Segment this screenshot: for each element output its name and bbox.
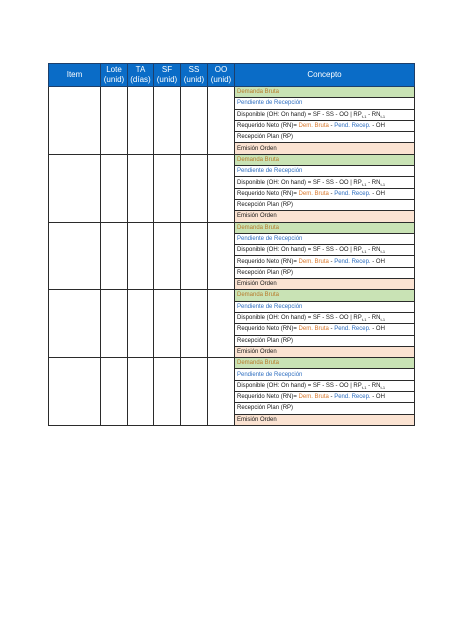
table-body: [49, 87, 415, 426]
header-concepto: Concepto: [235, 64, 415, 87]
concept-disponible: [235, 109, 415, 120]
item-cell[interactable]: [49, 87, 101, 155]
disponible-sub1: t-1: [361, 317, 367, 323]
concept-pendiente: Pendiente de Recepción: [235, 369, 415, 380]
concept-disponible: [235, 245, 415, 256]
ta-cell[interactable]: [128, 87, 154, 155]
header-ss-line2: (unid): [183, 75, 205, 84]
concept-disponible: [235, 380, 415, 391]
concept-recepcion: Recepción Plan (RP): [235, 267, 415, 278]
header-oo-line1: OO: [214, 65, 228, 74]
disponible-prefix: Disponible (OH: On hand) = SF - SS - OO | RP: [237, 179, 362, 186]
ss-cell[interactable]: [181, 290, 208, 358]
disponible-sub1: t-1: [361, 113, 367, 119]
requerido-suffix: - OH: [370, 190, 385, 197]
requerido-pend: Pend. Recep.: [334, 123, 371, 130]
concept-pendiente: Pendiente de Recepción: [235, 233, 415, 244]
requerido-prefix: Requerido Neto (RN)=: [237, 326, 299, 333]
header-lote-line2: (unid): [103, 75, 125, 84]
concept-recepcion: Recepción Plan (RP): [235, 403, 415, 414]
disponible-sub1: t-1: [361, 385, 367, 391]
sf-cell[interactable]: [154, 290, 181, 358]
concept-emision: Emisión Orden: [235, 279, 415, 290]
table-row: [49, 154, 415, 165]
ss-cell[interactable]: [181, 154, 208, 222]
requerido-dem: Dem. Bruta: [298, 123, 329, 130]
header-ss: [181, 64, 208, 87]
requerido-pend: Pend. Recep.: [334, 394, 371, 401]
table-row: [49, 290, 415, 301]
requerido-suffix: - OH: [370, 326, 385, 333]
requerido-dem: Dem. Bruta: [298, 190, 329, 197]
requerido-prefix: Requerido Neto (RN)=: [237, 190, 299, 197]
header-oo-line2: (unid): [210, 75, 232, 84]
requerido-prefix: Requerido Neto (RN)=: [237, 258, 299, 265]
requerido-prefix: Requerido Neto (RN)=: [237, 394, 299, 401]
requerido-pend: Pend. Recep.: [334, 326, 371, 333]
concept-requerido: [235, 324, 415, 335]
requerido-suffix: - OH: [370, 394, 385, 401]
disponible-sub2: t-1: [380, 181, 386, 187]
requerido-suffix: - OH: [370, 123, 385, 130]
concept-demanda: Demanda Bruta: [235, 154, 415, 165]
ss-cell[interactable]: [181, 358, 208, 426]
disponible-sub2: t-1: [380, 113, 386, 119]
requerido-sep: -: [328, 123, 335, 130]
disponible-sub2: t-1: [380, 385, 386, 391]
oo-cell[interactable]: [208, 87, 235, 155]
header-ta-line1: TA: [135, 65, 146, 74]
concept-requerido: [235, 188, 415, 199]
concept-emision: Emisión Orden: [235, 211, 415, 222]
lote-cell[interactable]: [101, 358, 128, 426]
concept-emision: Emisión Orden: [235, 346, 415, 357]
concept-emision: Emisión Orden: [235, 143, 415, 154]
disponible-prefix: Disponible (OH: On hand) = SF - SS - OO | RP: [237, 315, 362, 322]
lote-cell[interactable]: [101, 290, 128, 358]
concept-emision: Emisión Orden: [235, 414, 415, 425]
disponible-mid: - RN: [366, 382, 381, 389]
ta-cell[interactable]: [128, 154, 154, 222]
concept-pendiente: Pendiente de Recepción: [235, 301, 415, 312]
disponible-prefix: Disponible (OH: On hand) = SF - SS - OO | RP: [237, 247, 362, 254]
requerido-sep: -: [328, 326, 335, 333]
disponible-mid: - RN: [366, 111, 381, 118]
requerido-dem: Dem. Bruta: [298, 258, 329, 265]
requerido-prefix: Requerido Neto (RN)=: [237, 123, 299, 130]
table-row: [49, 358, 415, 369]
concept-requerido: [235, 392, 415, 403]
concept-demanda: Demanda Bruta: [235, 358, 415, 369]
oo-cell[interactable]: [208, 290, 235, 358]
requerido-dem: Dem. Bruta: [298, 326, 329, 333]
oo-cell[interactable]: [208, 154, 235, 222]
item-cell[interactable]: [49, 222, 101, 290]
requerido-sep: -: [328, 190, 335, 197]
sf-cell[interactable]: [154, 87, 181, 155]
concept-requerido: [235, 256, 415, 267]
header-item: Item: [49, 64, 101, 87]
disponible-mid: - RN: [366, 247, 381, 254]
concept-recepcion: Recepción Plan (RP): [235, 132, 415, 143]
sf-cell[interactable]: [154, 222, 181, 290]
table-row: [49, 222, 415, 233]
concept-recepcion: Recepción Plan (RP): [235, 335, 415, 346]
disponible-sub2: t-1: [380, 249, 386, 255]
concept-disponible: [235, 312, 415, 323]
concept-recepcion: Recepción Plan (RP): [235, 199, 415, 210]
disponible-sub1: t-1: [361, 181, 367, 187]
header-lote-line1: Lote: [106, 65, 122, 74]
lote-cell[interactable]: [101, 222, 128, 290]
concept-demanda: Demanda Bruta: [235, 222, 415, 233]
concept-pendiente: Pendiente de Recepción: [235, 166, 415, 177]
header-ta-line2: (días): [130, 75, 151, 84]
item-cell[interactable]: [49, 358, 101, 426]
concept-pendiente: Pendiente de Recepción: [235, 98, 415, 109]
ta-cell[interactable]: [128, 222, 154, 290]
header-sf: [154, 64, 181, 87]
lote-cell[interactable]: [101, 87, 128, 155]
requerido-pend: Pend. Recep.: [334, 190, 371, 197]
oo-cell[interactable]: [208, 222, 235, 290]
disponible-mid: - RN: [366, 179, 381, 186]
item-cell[interactable]: [49, 154, 101, 222]
requerido-pend: Pend. Recep.: [334, 258, 371, 265]
requerido-sep: -: [328, 394, 335, 401]
disponible-sub1: t-1: [361, 249, 367, 255]
ss-cell[interactable]: [181, 87, 208, 155]
concept-requerido: [235, 120, 415, 131]
header-ss-line1: SS: [188, 65, 200, 74]
oo-cell[interactable]: [208, 358, 235, 426]
requerido-suffix: - OH: [370, 258, 385, 265]
ta-cell[interactable]: [128, 358, 154, 426]
disponible-sub2: t-1: [380, 317, 386, 323]
lote-cell[interactable]: [101, 154, 128, 222]
header-lote: [101, 64, 128, 87]
mrp-table: [48, 63, 415, 426]
table-row: [49, 87, 415, 98]
header-sf-line1: SF: [161, 65, 173, 74]
header-ta: [128, 64, 154, 87]
disponible-prefix: Disponible (OH: On hand) = SF - SS - OO | RP: [237, 111, 362, 118]
ta-cell[interactable]: [128, 290, 154, 358]
concept-disponible: [235, 177, 415, 188]
sf-cell[interactable]: [154, 154, 181, 222]
disponible-prefix: Disponible (OH: On hand) = SF - SS - OO | RP: [237, 382, 362, 389]
concept-demanda: Demanda Bruta: [235, 290, 415, 301]
requerido-sep: -: [328, 258, 335, 265]
ss-cell[interactable]: [181, 222, 208, 290]
header-row: [49, 64, 415, 87]
disponible-mid: - RN: [366, 315, 381, 322]
header-sf-line2: (unid): [156, 75, 178, 84]
concept-demanda: Demanda Bruta: [235, 87, 415, 98]
requerido-dem: Dem. Bruta: [298, 394, 329, 401]
header-oo: [208, 64, 235, 87]
sf-cell[interactable]: [154, 358, 181, 426]
item-cell[interactable]: [49, 290, 101, 358]
